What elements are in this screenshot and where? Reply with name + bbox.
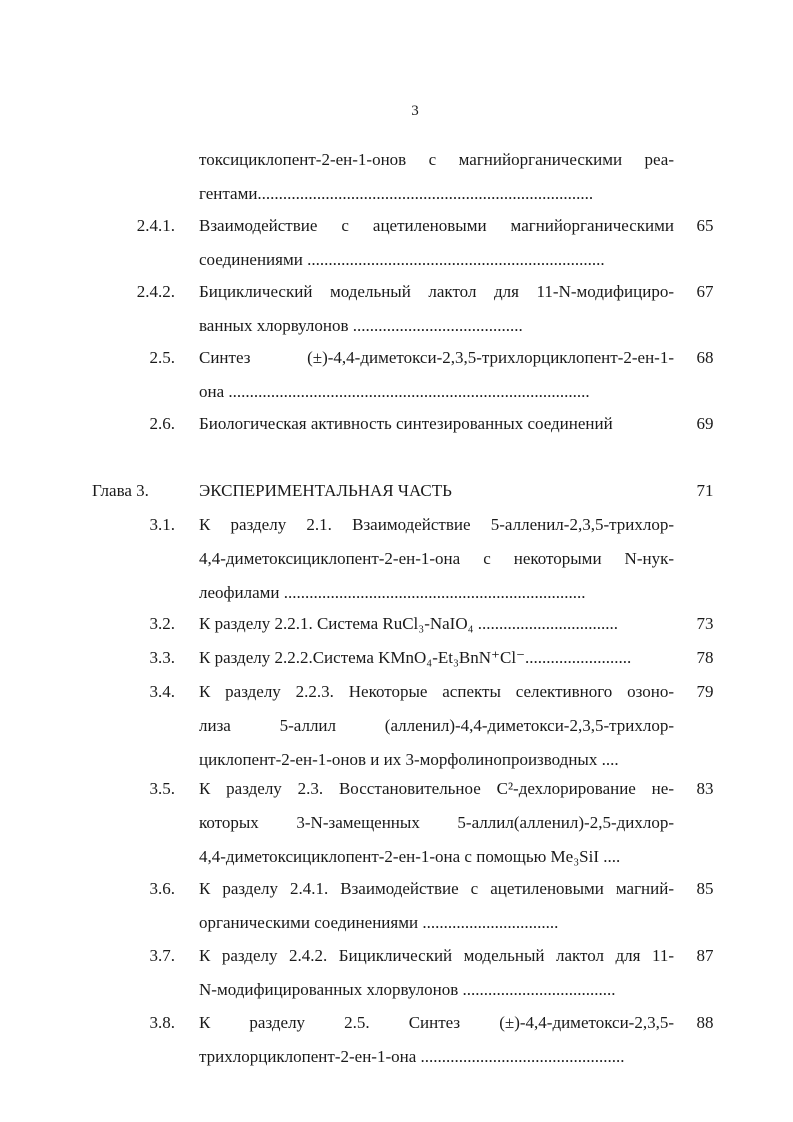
toc-entry-number: 3.3. [149, 648, 175, 667]
toc-entry-text [199, 772, 674, 874]
toc-entry-number: 3.5. [149, 779, 175, 798]
toc-entry-line: К разделу 2.2.3. Некоторые аспекты селективного озоно- [199, 682, 674, 701]
toc-entry-text [199, 1006, 674, 1074]
toc-entry-line: Бициклический модельный лактол для 11-N-модифициро- [199, 282, 674, 301]
toc-entry-line: К разделу 2.1. Взаимодействие 5-алленил-2,3,5-трихлор- [199, 515, 674, 534]
toc-entry-line: трихлорциклопент-2-ен-1-она ................................................ [199, 1047, 625, 1066]
toc-entry-text [199, 508, 674, 610]
toc-entry-page: 87 [696, 946, 714, 965]
toc-entry-line: К разделу 2.3. Восстановительное C²-дехлорирование не- [199, 779, 674, 798]
toc-entry-line: ЭКСПЕРИМЕНТАЛЬНАЯ ЧАСТЬ [199, 481, 452, 500]
page-number: 3 [411, 103, 419, 119]
toc-entry-number: 2.6. [149, 414, 175, 433]
toc-entry-line: Синтез (±)-4,4-диметокси-2,3,5-трихлорциклопент-2-ен-1- [199, 348, 674, 367]
toc-entry-page: 78 [696, 648, 714, 667]
toc-entry-page: 68 [696, 348, 714, 367]
toc-entry-line: Взаимодействие с ацетиленовыми магнийорганическими [199, 216, 674, 235]
toc-entry-number: 3.8. [149, 1013, 175, 1032]
toc-entry-number: 2.4.2. [136, 282, 175, 301]
toc-entry-line: К разделу 2.5. Синтез (±)-4,4-диметокси-2,3,5- [199, 1013, 674, 1032]
toc-entry-line: лиза 5-аллил (алленил)-4,4-диметокси-2,3,5-трихлор- [199, 716, 674, 735]
toc-chapter-title [199, 474, 674, 508]
toc-entry-number: 3.6. [149, 879, 175, 898]
toc-entry-line: леофилами ....................................................................... [199, 583, 586, 602]
toc-entry-page: 85 [696, 879, 714, 898]
toc-entry-number: 3.1. [149, 515, 175, 534]
toc-entry-line: она ..................................................................................... [199, 382, 590, 401]
toc-entry-page: 71 [696, 481, 714, 500]
toc-entry-text [199, 641, 674, 675]
toc-entry-page: 67 [696, 282, 714, 301]
toc-entry-line: которых 3-N-замещенных 5-аллил(алленил)-2,5-дихлор- [199, 813, 674, 832]
toc-entry-page: 73 [696, 614, 714, 633]
toc-entry-text [199, 607, 674, 641]
toc-entry-line: 4,4-диметоксициклопент-2-ен-1-она с помощью Me₃SiI .... [199, 847, 621, 866]
toc-entry-text [199, 275, 674, 343]
toc-entry-line: N-модифицированных хлорвулонов .................................... [199, 980, 616, 999]
toc-entry-line: ванных хлорвулонов ........................................ [199, 316, 523, 335]
toc-entry-text [199, 143, 674, 211]
toc-entry-number: 3.4. [149, 682, 175, 701]
toc-entry-line: К разделу 2.4.1. Взаимодействие с ацетиленовыми магний- [199, 879, 674, 898]
toc-chapter-number: Глава 3. [92, 481, 149, 500]
toc-entry-line: К разделу 2.4.2. Бициклический модельный лактол для 11- [199, 946, 674, 965]
toc-entry-line: соединениями ...................................................................... [199, 250, 605, 269]
toc-entry-line: К разделу 2.2.2.Система KMnO₄-Et₃BnN⁺Cl⁻......................... [199, 648, 632, 667]
toc-entry-text [199, 341, 674, 409]
toc-entry-line: Биологическая активность синтезированных соединений [199, 414, 613, 433]
toc-entry-number: 2.5. [149, 348, 175, 367]
toc-entry-text [199, 939, 674, 1007]
toc-entry-page: 79 [696, 682, 714, 701]
toc-entry-line: гентами............................................................................... [199, 184, 594, 203]
toc-entry-number: 2.4.1. [136, 216, 175, 235]
toc-entry-number: 3.2. [149, 614, 175, 633]
toc-entry-number: 3.7. [149, 946, 175, 965]
toc-entry-page: 65 [696, 216, 714, 235]
toc-entry-text [199, 407, 674, 441]
toc-entry-text [199, 872, 674, 940]
toc-entry-line: токсициклопент-2-ен-1-онов с магнийорганическими реа- [199, 150, 674, 169]
toc-entry-page: 88 [696, 1013, 714, 1032]
toc-entry-line: К разделу 2.2.1. Система RuCl₃-NaIO₄ ................................. [199, 614, 619, 633]
toc-entry-line: 4,4-диметоксициклопент-2-ен-1-она с некоторыми N-нук- [199, 549, 674, 568]
toc-entry-text [199, 209, 674, 277]
toc-entry-page: 83 [696, 779, 714, 798]
toc-entry-line: циклопент-2-ен-1-онов и их 3-морфолинопроизводных .... [199, 750, 619, 769]
toc-entry-text [199, 675, 674, 777]
toc-entry-page: 69 [696, 414, 714, 433]
toc-entry-line: органическими соединениями ................................ [199, 913, 559, 932]
